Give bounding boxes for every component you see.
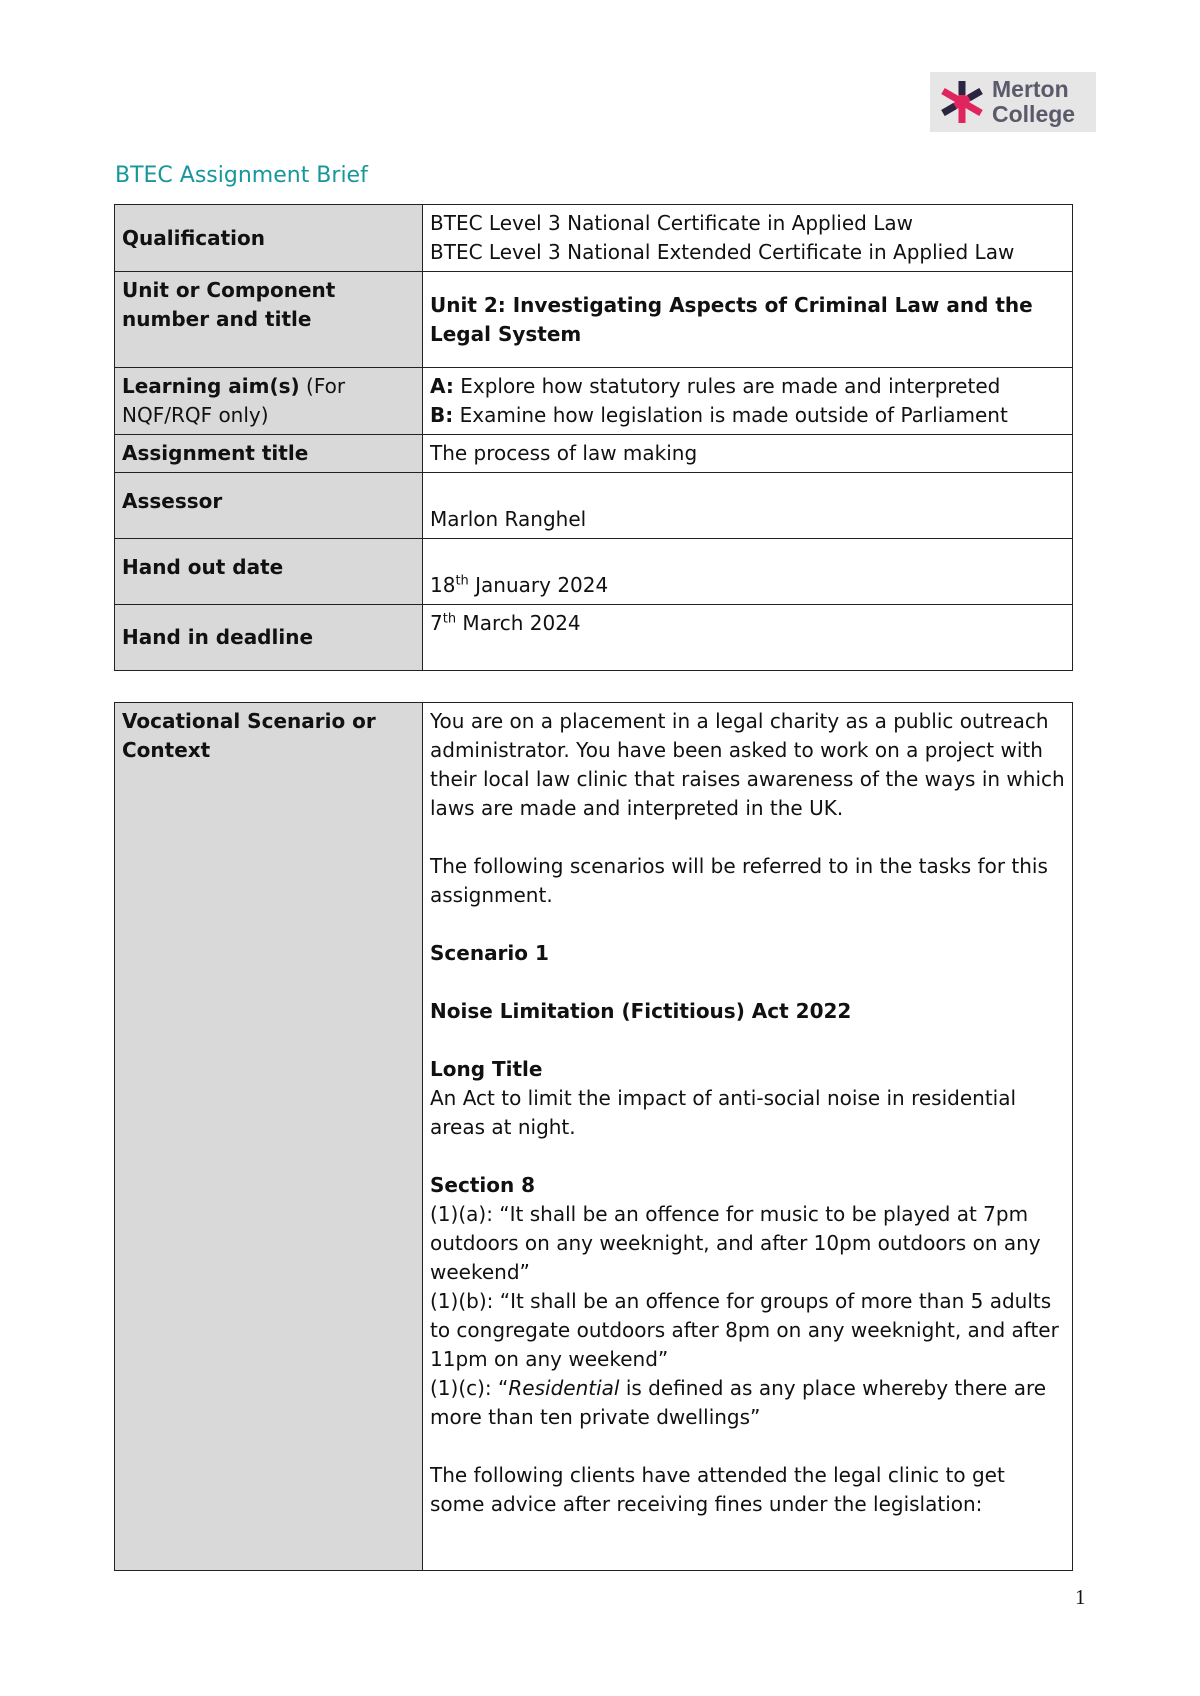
clients-intro: The following clients have attended the legal clinic to get some advice after receiving fines under the legislation: — [430, 1463, 1005, 1516]
assessor-label-text: Assessor — [122, 489, 223, 513]
hand-out-date-label-text: Hand out date — [122, 555, 284, 579]
qualification-label — [115, 205, 423, 272]
learning-aims-label-bold: Learning aim(s) — [122, 374, 300, 398]
page-number: 1 — [1075, 1585, 1086, 1609]
section-1a: (1)(a): “It shall be an offence for music to be played at 7pm outdoors on any weeknight, and after 10pm outdoors on any weekend” — [430, 1202, 1041, 1284]
learning-aim-b — [430, 401, 1065, 430]
learning-aims-label-note: (For NQF/RQF only) — [122, 374, 346, 427]
table-row — [115, 539, 1073, 605]
aim-b-text: Examine how legislation is made outside of Parliament — [453, 403, 1008, 427]
section-1c-prefix: (1)(c): “ — [430, 1376, 509, 1400]
table-row — [115, 605, 1073, 671]
learning-aims-value — [423, 368, 1073, 435]
qualification-line-1: BTEC Level 3 National Certificate in Applied Law — [430, 211, 913, 235]
table-row — [115, 272, 1073, 368]
hand-out-date-label — [115, 539, 423, 605]
table-row — [115, 703, 1073, 1571]
long-title-heading: Long Title — [430, 1057, 543, 1081]
deadline-label — [115, 605, 423, 671]
table-row — [115, 435, 1073, 473]
deadline-day: 7 — [430, 611, 443, 635]
assignment-title-text: The process of law making — [430, 441, 698, 465]
qualification-label-text: Qualification — [122, 225, 266, 250]
long-title-text: An Act to limit the impact of anti-social noise in residential areas at night. — [430, 1086, 1017, 1139]
assessor-label — [115, 473, 423, 539]
deadline-value — [423, 605, 1073, 671]
learning-aim-a — [430, 372, 1065, 401]
assessor-name: Marlon Ranghel — [430, 507, 587, 531]
scenario-table — [114, 702, 1073, 1571]
unit-value — [423, 272, 1073, 368]
hand-out-day-suffix: th — [455, 573, 469, 589]
section-1c-rest: is defined as any place whereby there are more than ten private dwellings” — [430, 1376, 1047, 1429]
table-row — [115, 205, 1073, 272]
unit-label-text: Unit or Component number and title — [122, 278, 336, 331]
logo-line-2: College — [992, 101, 1076, 127]
section-8-heading: Section 8 — [430, 1173, 536, 1197]
deadline-day-suffix: th — [442, 611, 457, 627]
unit-label — [115, 272, 423, 368]
logo-line-1: Merton — [992, 76, 1069, 102]
section-1c-italic: Residential — [508, 1376, 620, 1400]
table-row — [115, 473, 1073, 539]
aim-a-text: Explore how statutory rules are made and interpreted — [453, 374, 1001, 398]
section-1c — [430, 1374, 1065, 1432]
assignment-title-value — [423, 435, 1073, 473]
table-row — [115, 368, 1073, 435]
merton-college-logo — [930, 72, 1096, 132]
assignment-details-table — [114, 204, 1073, 671]
assignment-title-label-text: Assignment title — [122, 441, 309, 465]
hand-out-date-value — [423, 539, 1073, 605]
scenario-label — [115, 703, 423, 1571]
hand-out-day: 18 — [430, 573, 456, 597]
aim-a-key: A: — [430, 374, 454, 398]
act-title: Noise Limitation (Fictitious) Act 2022 — [430, 999, 852, 1023]
college-star-icon — [938, 78, 986, 126]
brief-title: BTEC Assignment Brief — [115, 163, 368, 188]
learning-aims-label — [115, 368, 423, 435]
deadline-month-year: March 2024 — [456, 611, 581, 635]
unit-title: Unit 2: Investigating Aspects of Criminal Law and the Legal System — [430, 292, 1033, 346]
scenario-1-heading: Scenario 1 — [430, 941, 549, 965]
deadline-label-text: Hand in deadline — [122, 625, 314, 649]
logo-wordmark — [992, 77, 1075, 127]
assignment-title-label — [115, 435, 423, 473]
hand-out-month-year: January 2024 — [468, 573, 609, 597]
qualification-value — [423, 205, 1073, 272]
aim-b-key: B: — [430, 403, 454, 427]
assessor-value — [423, 473, 1073, 539]
scenario-intro: You are on a placement in a legal charity as a public outreach administrator. You have been asked to work on a project with their local law clinic that raises awareness of the ways in which laws are made and interpreted in the UK. — [430, 709, 1065, 820]
scenario-label-text: Vocational Scenario or Context — [122, 709, 376, 762]
scenario-following-text: The following scenarios will be referred to in the tasks for this assignment. — [430, 854, 1048, 907]
scenario-content — [423, 703, 1073, 1571]
section-1b: (1)(b): “It shall be an offence for groups of more than 5 adults to congregate outdoors after 8pm on any weeknight, and after 11pm on any weekend” — [430, 1289, 1059, 1371]
qualification-line-2: BTEC Level 3 National Extended Certificate in Applied Law — [430, 240, 1015, 264]
